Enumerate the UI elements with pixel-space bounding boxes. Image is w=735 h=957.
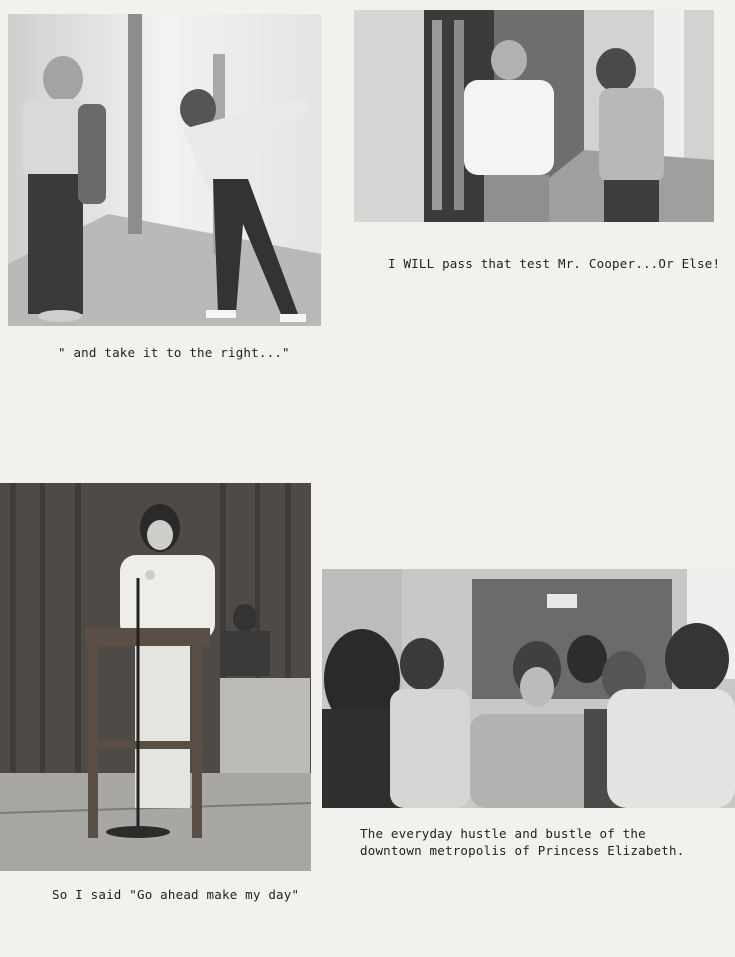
hallway-dance-caption: " and take it to the right..." bbox=[58, 345, 290, 360]
crowded-hallway-caption-line-2: downtown metropolis of Princess Elizabeth. bbox=[360, 843, 685, 858]
crowded-hallway-photo bbox=[322, 569, 735, 808]
podium-speech-photo bbox=[0, 483, 311, 871]
crowded-hallway-caption-line-1: The everyday hustle and bustle of the bbox=[360, 826, 646, 841]
crowded-hallway-caption bbox=[360, 825, 684, 859]
locker-hallway-photo bbox=[354, 10, 714, 222]
locker-hallway-caption: I WILL pass that test Mr. Cooper...Or Else! bbox=[388, 256, 721, 271]
podium-speech-caption: So I said "Go ahead make my day" bbox=[52, 887, 300, 902]
hallway-dance-photo bbox=[8, 14, 321, 326]
